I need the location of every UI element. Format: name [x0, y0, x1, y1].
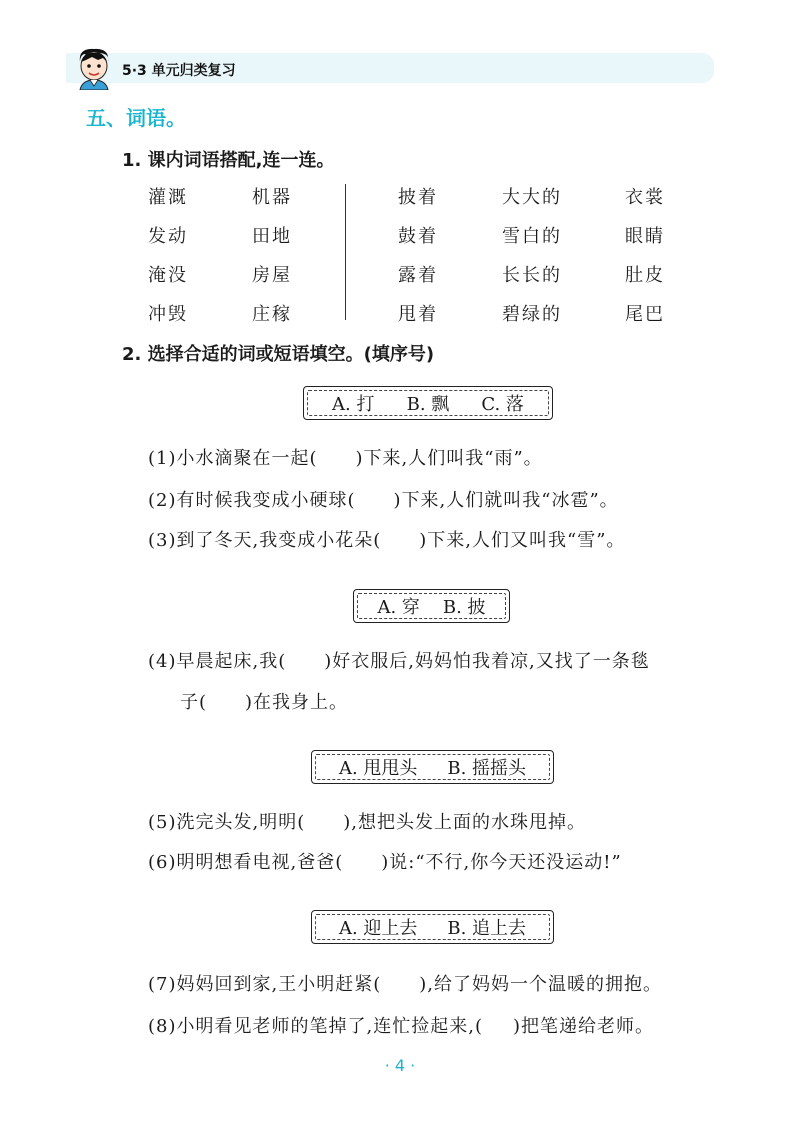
match-word[interactable]: 灌溉: [148, 187, 188, 208]
match-word[interactable]: 衣裳: [625, 187, 665, 208]
sentence-4: (4)早晨起床,我( )好衣服后,妈妈怕我着凉,又找了一条毯: [148, 651, 650, 672]
match-word[interactable]: 房屋: [252, 265, 292, 286]
option: C. 落: [481, 394, 524, 415]
boy-mascot-icon: [70, 44, 118, 90]
option: A. 甩甩头: [338, 758, 418, 779]
option: B. 飘: [406, 394, 450, 415]
match-word[interactable]: 露着: [398, 265, 438, 286]
options-box-2: [353, 589, 510, 623]
sentence-6: (6)明明想看电视,爸爸( )说:“不行,你今天还没运动!”: [148, 852, 622, 873]
option: A. 穿: [377, 597, 420, 618]
sentence-2: (2)有时候我变成小硬球( )下来,人们就叫我“冰雹”。: [148, 490, 619, 511]
match-word[interactable]: 披着: [398, 187, 438, 208]
option: B. 摇摇头: [447, 758, 527, 779]
sentence-7: (7)妈妈回到家,王小明赶紧( ),给了妈妈一个温暖的拥抱。: [148, 974, 662, 995]
page-number: · 4 ·: [384, 1056, 416, 1075]
match-word[interactable]: 田地: [252, 226, 292, 247]
question-1-title: 1. 课内词语搭配,连一连。: [122, 150, 335, 171]
option: B. 披: [442, 597, 486, 618]
question-2-title: 2. 选择合适的词或短语填空。(填序号): [122, 344, 435, 365]
match-word[interactable]: 庄稼: [252, 304, 292, 325]
match-word[interactable]: 机器: [252, 187, 292, 208]
match-word[interactable]: 发动: [148, 226, 188, 247]
match-word[interactable]: 雪白的: [502, 226, 562, 247]
header-title: 5·3 单元归类复习: [122, 63, 236, 79]
match-word[interactable]: 碧绿的: [502, 304, 562, 325]
options-box-3: [311, 750, 554, 784]
option: A. 迎上去: [338, 918, 418, 939]
sentence-1: (1)小水滴聚在一起( )下来,人们叫我“雨”。: [148, 448, 543, 469]
sentence-4-cont: 子( )在我身上。: [180, 692, 349, 713]
sentence-5: (5)洗完头发,明明( ),想把头发上面的水珠甩掉。: [148, 812, 586, 833]
match-word[interactable]: 淹没: [148, 265, 188, 286]
option: B. 追上去: [447, 918, 527, 939]
options-box-1: [303, 386, 553, 420]
section-title: 五、词语。: [86, 106, 186, 130]
match-word[interactable]: 长长的: [502, 265, 562, 286]
options-box-4: [311, 910, 554, 944]
match-word[interactable]: 大大的: [502, 187, 562, 208]
match-word[interactable]: 眼睛: [625, 226, 665, 247]
sentence-3: (3)到了冬天,我变成小花朵( )下来,人们又叫我“雪”。: [148, 530, 626, 551]
match-word[interactable]: 冲毁: [148, 304, 188, 325]
match-word[interactable]: 尾巴: [625, 304, 665, 325]
match-word[interactable]: 甩着: [398, 304, 438, 325]
match-word[interactable]: 鼓着: [398, 226, 438, 247]
sentence-8: (8)小明看见老师的笔掉了,连忙捡起来,( )把笔递给老师。: [148, 1016, 654, 1037]
divider-line: [345, 184, 346, 320]
match-word[interactable]: 肚皮: [625, 265, 665, 286]
option: A. 打: [332, 394, 375, 415]
